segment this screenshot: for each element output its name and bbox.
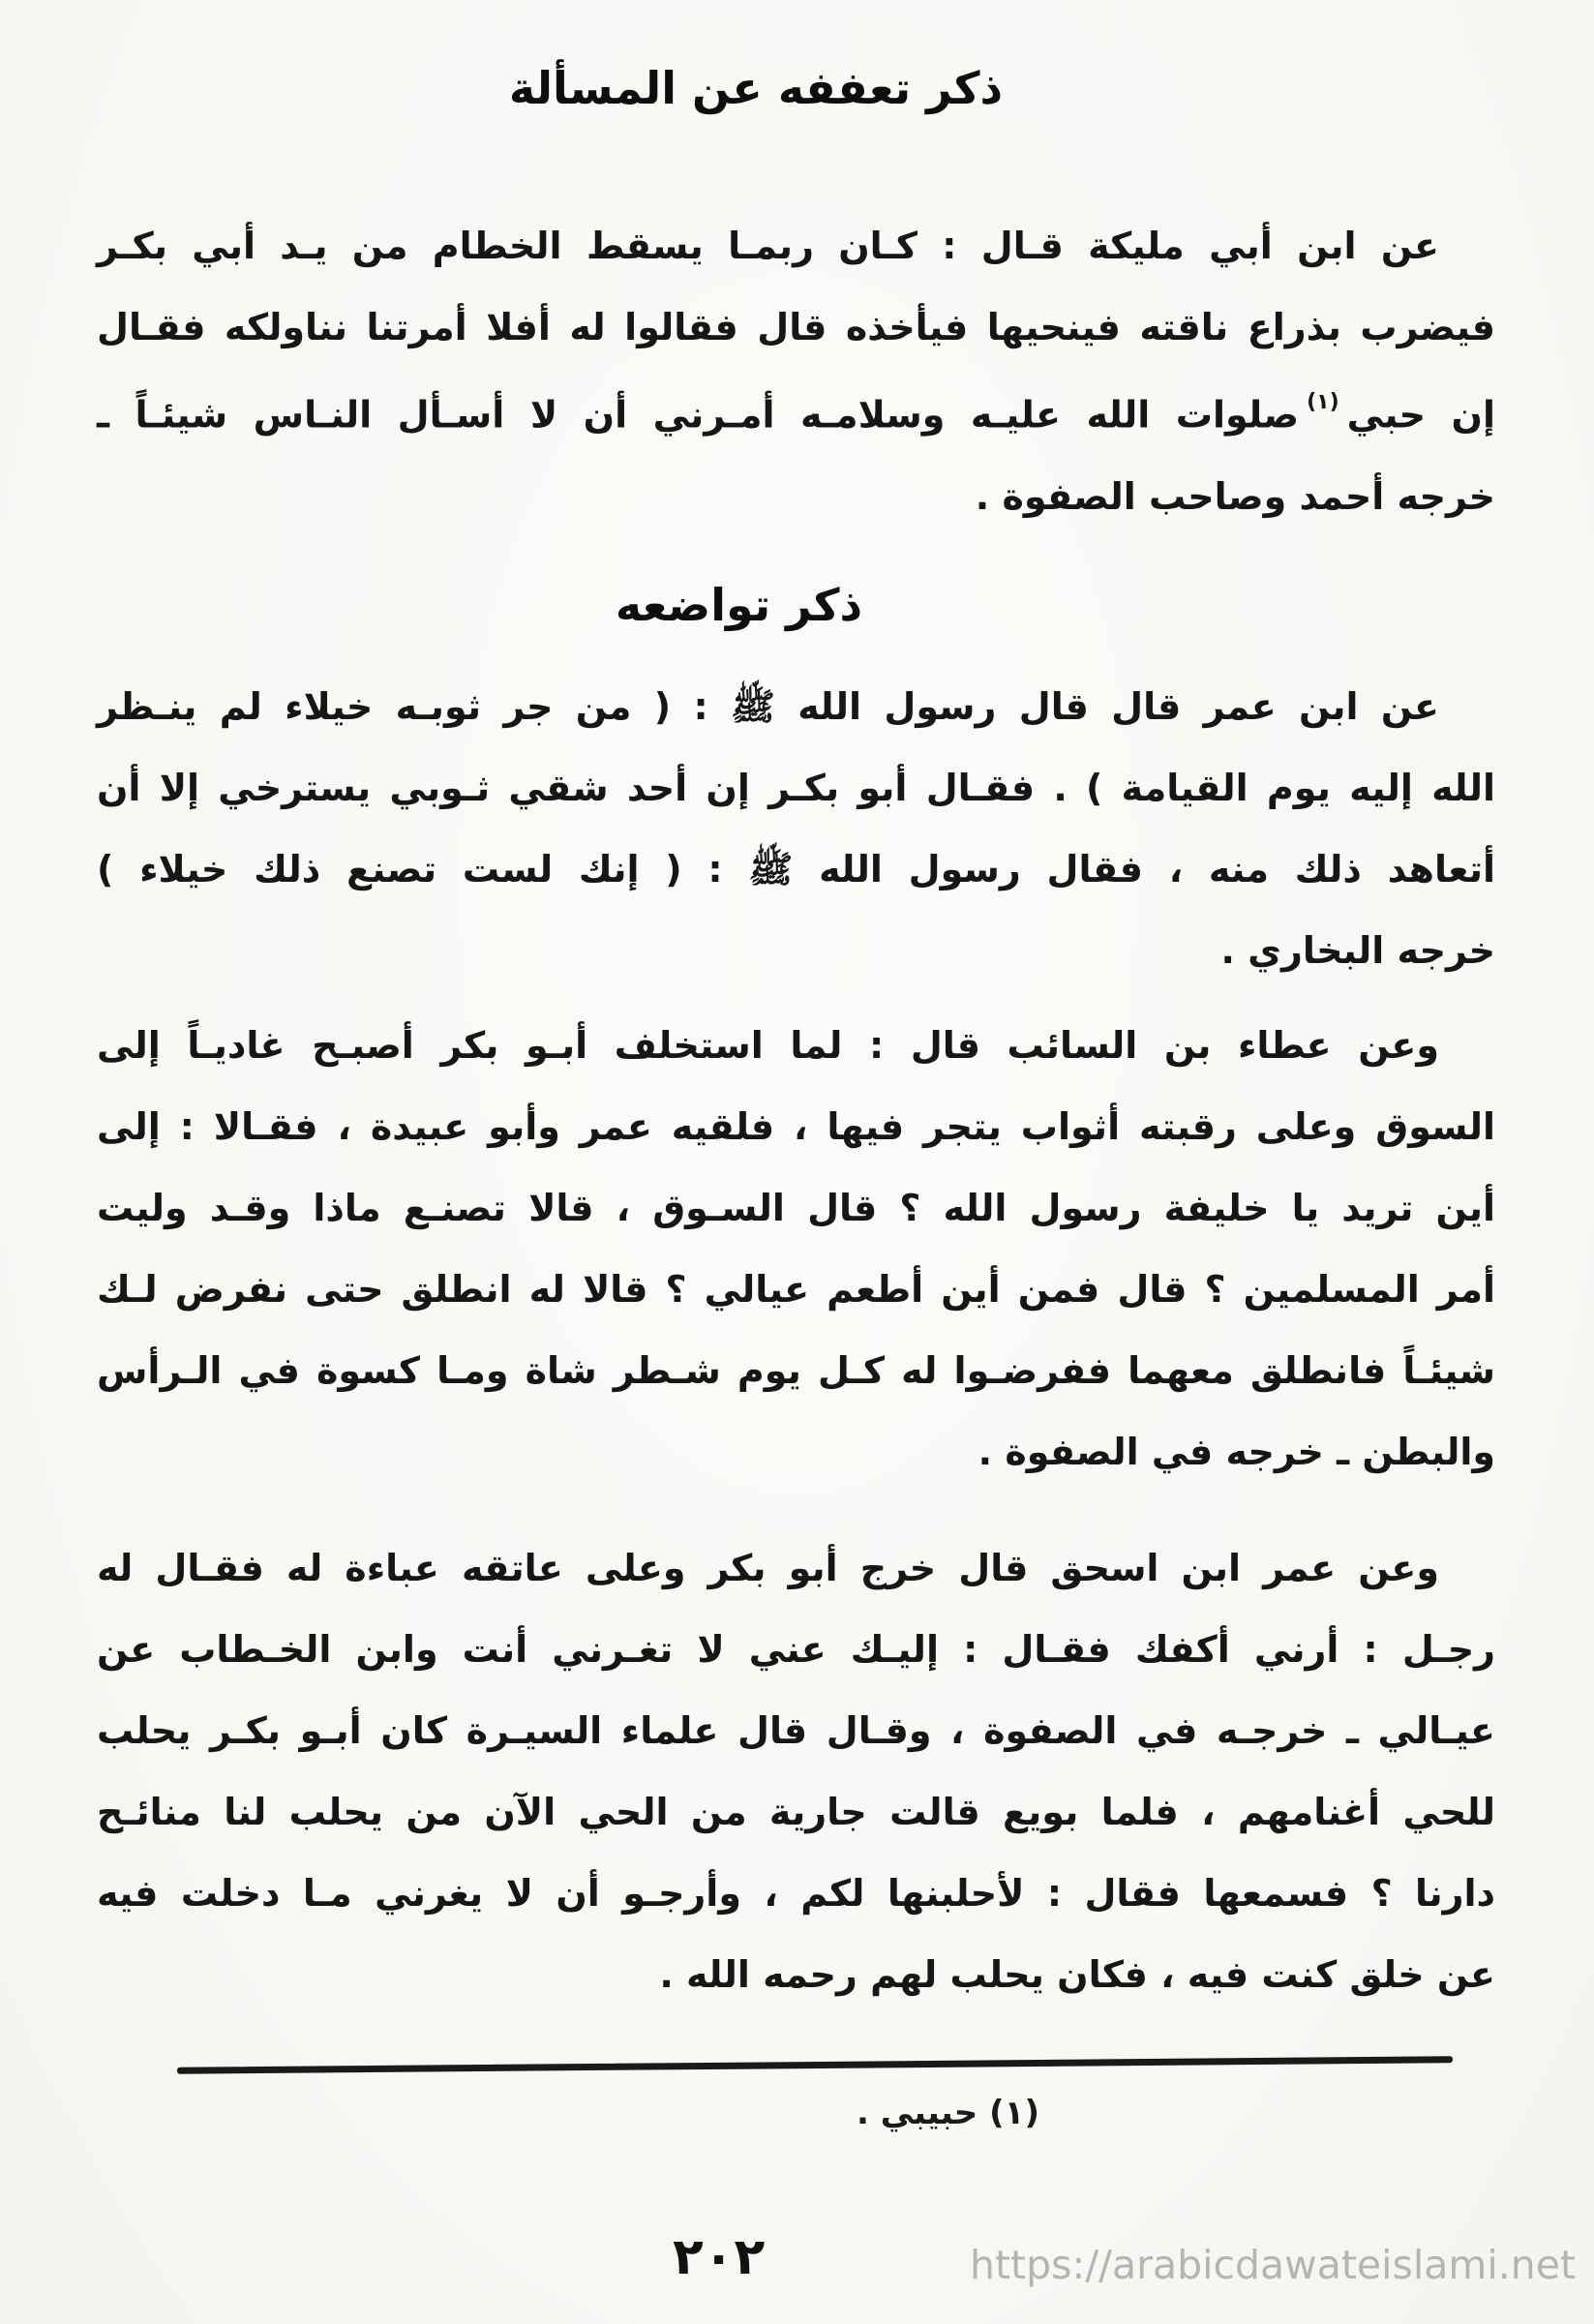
text-line: أين تريد يا خليفة رسول الله ؟ قال السـوق ، قالا تصنـع ماذا وقـد وليت (97, 1187, 1495, 1229)
text-line: عيـالي ـ خرجـه في الصفوة ، وقـال قال علماء السيـرة كان أبـو بكـر يحلب (97, 1709, 1495, 1752)
text-line: السوق وعلى رقبته أثواب يتجر فيها ، فلقيه عمر وأبو عبيدة ، فقـالا : إلى (97, 1105, 1495, 1148)
text-line: خرجه البخاري . (1220, 929, 1495, 972)
text-line: دارنا ؟ فسمعها فقال : لأحلبنها لكم ، وأرجـو أن لا يغرني مـا دخلت فيه (97, 1872, 1495, 1915)
text-segment: إن حبي (1346, 393, 1495, 437)
paragraph-umar-ibn-ishaq (97, 1527, 1495, 2015)
text-line: فيضرب بذراع ناقته فينحيها فيأخذه قال فقالوا له أفلا أمرتنا نناولكه فقـال (97, 306, 1495, 348)
text-line: عن ابن عمر قال قال رسول الله ﷺ : ( من جر ثوبـه خيلاء لم ينـظر (97, 685, 1439, 728)
paragraph-ata-ibn-alsaib (97, 1005, 1495, 1493)
text-line: وعن عمر ابن اسحق قال خرج أبو بكر وعلى عاتقه عباءة له فقـال له (97, 1547, 1439, 1589)
footnote-separator-line (177, 2056, 1453, 2074)
paragraph-ibn-abi-mulayka (97, 205, 1495, 537)
text-line: والبطن ـ خرجه في الصفوة . (977, 1431, 1495, 1473)
text-line: عن ابن أبي مليكة قـال : كـان ربمـا يسقط الخطام من يـد أبي بكـر (97, 225, 1439, 267)
text-line: أتعاهد ذلك منه ، فقال رسول الله ﷺ : ( إنك لست تصنع ذلك خيلاء ) (97, 848, 1495, 890)
paragraph-ibn-umar (97, 666, 1495, 991)
text-line: عن خلق كنت فيه ، فكان يحلب لهم رحمه الله . (659, 1953, 1495, 1996)
text-line: خرجه أحمد وصاحب الصفوة . (975, 474, 1495, 518)
text-line: الله إليه يوم القيامة ) . فقـال أبو بكـر إن أحد شقي ثـوبي يسترخي إلا أن (97, 767, 1495, 809)
text-line: وعن عطاء بن السائب قال : لما استخلف أبـو بكر أصبـح غاديـاً إلى (97, 1024, 1439, 1067)
watermark-url: https://arabicdawateislami.net (970, 2242, 1577, 2288)
section-heading-humility: ذكر تواضعه (615, 579, 863, 631)
text-line: شيئـاً فانطلق معهما ففرضـوا له كـل يوم شـطر شاة ومـا كسوة في الـرأس (97, 1349, 1495, 1392)
footnote-text: (١) حبيبي . (857, 2094, 1039, 2132)
text-line (97, 368, 1495, 456)
text-segment: صلوات الله عليـه وسلامـه أمـرني أن لا أسـأل النـاس شيئـاً ـ (97, 393, 1300, 437)
footnote-ref-1: (١) (1307, 390, 1339, 414)
text-line: رجـل : أرني أكفك فقـال : إليـك عني لا تغـرني أنت وابن الخـطاب عن (97, 1628, 1495, 1671)
text-line: أمر المسلمين ؟ قال فمن أين أطعم عيالي ؟ قالا له انطلق حتى نفرض لـك (97, 1268, 1495, 1311)
page-number: ٢٠٢ (673, 2228, 766, 2286)
section-heading-abstinence: ذكر تعففه عن المسألة (508, 62, 1004, 114)
text-line: للحي أغنامهم ، فلما بويع قالت جارية من الحي الآن من يحلب لنا منائـح (97, 1791, 1495, 1833)
